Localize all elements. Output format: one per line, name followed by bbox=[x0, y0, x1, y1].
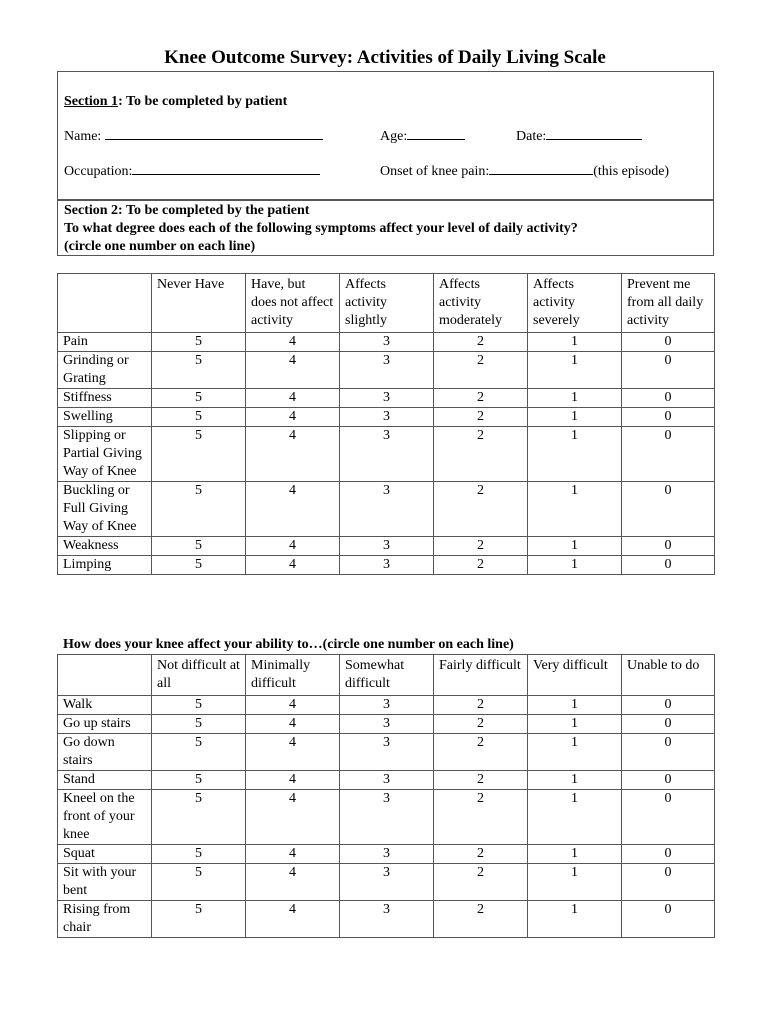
activity-rating-option[interactable]: 2 bbox=[434, 696, 528, 715]
date-label: Date: bbox=[516, 129, 547, 144]
symptom-row-label: Grinding or Grating bbox=[58, 352, 152, 389]
activity-rating-option[interactable]: 2 bbox=[434, 790, 528, 845]
symptom-column-header: Prevent me from all daily activity bbox=[622, 274, 715, 333]
symptom-rating-option[interactable]: 0 bbox=[622, 389, 715, 408]
symptom-rating-option[interactable]: 3 bbox=[340, 389, 434, 408]
activity-rating-option[interactable]: 4 bbox=[246, 901, 340, 938]
symptom-rating-option[interactable]: 5 bbox=[152, 333, 246, 352]
age-label: Age: bbox=[380, 129, 408, 144]
symptom-row-label: Pain bbox=[58, 333, 152, 352]
symptom-rating-option[interactable]: 4 bbox=[246, 333, 340, 352]
symptom-rating-option[interactable]: 0 bbox=[622, 482, 715, 537]
activity-rating-option[interactable]: 3 bbox=[340, 790, 434, 845]
activity-rating-option[interactable]: 5 bbox=[152, 901, 246, 938]
activity-header-row bbox=[58, 655, 715, 696]
activity-rating-option[interactable]: 4 bbox=[246, 715, 340, 734]
activity-rating-option[interactable]: 3 bbox=[340, 901, 434, 938]
activity-rating-option[interactable]: 1 bbox=[528, 790, 622, 845]
section-1-box bbox=[57, 71, 714, 200]
name-label: Name: bbox=[64, 129, 102, 144]
table-row bbox=[58, 864, 715, 901]
activity-rating-option[interactable]: 2 bbox=[434, 901, 528, 938]
symptom-rating-option[interactable]: 3 bbox=[340, 333, 434, 352]
symptom-rating-option[interactable]: 0 bbox=[622, 352, 715, 389]
symptom-rating-option[interactable]: 0 bbox=[622, 537, 715, 556]
symptom-rating-option[interactable]: 2 bbox=[434, 389, 528, 408]
activity-rating-option[interactable]: 2 bbox=[434, 734, 528, 771]
activity-rating-option[interactable]: 5 bbox=[152, 790, 246, 845]
activity-rating-option[interactable]: 5 bbox=[152, 734, 246, 771]
occupation-field[interactable] bbox=[64, 162, 320, 181]
symptom-rating-option[interactable]: 3 bbox=[340, 427, 434, 482]
activity-column-header: Very difficult bbox=[528, 655, 622, 696]
symptom-rating-option[interactable]: 4 bbox=[246, 352, 340, 389]
activity-column-header: Somewhat difficult bbox=[340, 655, 434, 696]
symptom-rating-option[interactable]: 2 bbox=[434, 427, 528, 482]
symptom-rating-option[interactable]: 4 bbox=[246, 482, 340, 537]
symptom-rating-option[interactable]: 1 bbox=[528, 537, 622, 556]
table-row bbox=[58, 901, 715, 938]
symptom-rating-option[interactable]: 4 bbox=[246, 537, 340, 556]
symptom-rating-option[interactable]: 1 bbox=[528, 352, 622, 389]
symptom-rating-option[interactable]: 3 bbox=[340, 537, 434, 556]
symptom-rating-option[interactable]: 5 bbox=[152, 352, 246, 389]
symptom-rating-option[interactable]: 2 bbox=[434, 408, 528, 427]
activity-rating-option[interactable]: 4 bbox=[246, 845, 340, 864]
symptom-column-header: Affects activity severely bbox=[528, 274, 622, 333]
activity-rating-option[interactable]: 5 bbox=[152, 845, 246, 864]
activity-row-label: Rising from chair bbox=[58, 901, 152, 938]
symptom-rating-option[interactable]: 2 bbox=[434, 537, 528, 556]
activity-row-label: Sit with your bent bbox=[58, 864, 152, 901]
symptom-rating-option[interactable]: 5 bbox=[152, 408, 246, 427]
section-2-question: To what degree does each of the following symptoms affect your level of daily activity? bbox=[64, 221, 578, 236]
symptom-rating-option[interactable]: 5 bbox=[152, 556, 246, 575]
activity-rating-option[interactable]: 0 bbox=[622, 845, 715, 864]
table-row bbox=[58, 790, 715, 845]
symptom-rating-option[interactable]: 4 bbox=[246, 556, 340, 575]
section-1-heading: Section 1: To be completed by patient bbox=[64, 94, 288, 109]
activity-rating-option[interactable]: 4 bbox=[246, 771, 340, 790]
symptom-column-header: Never Have bbox=[152, 274, 246, 333]
symptom-row-label: Swelling bbox=[58, 408, 152, 427]
symptom-rating-option[interactable]: 2 bbox=[434, 352, 528, 389]
symptom-rating-option[interactable]: 5 bbox=[152, 482, 246, 537]
onset-label: Onset of knee pain: bbox=[380, 164, 490, 179]
symptoms-table bbox=[57, 273, 715, 575]
activity-rating-option[interactable]: 1 bbox=[528, 771, 622, 790]
activity-rating-option[interactable]: 0 bbox=[622, 901, 715, 938]
section-2-box bbox=[57, 199, 714, 256]
symptom-row-label: Buckling or Full Giving Way of Knee bbox=[58, 482, 152, 537]
activity-row-label: Squat bbox=[58, 845, 152, 864]
activity-rating-option[interactable]: 4 bbox=[246, 790, 340, 845]
symptom-rating-option[interactable]: 0 bbox=[622, 408, 715, 427]
activity-column-header: Unable to do bbox=[622, 655, 715, 696]
symptom-rating-option[interactable]: 5 bbox=[152, 427, 246, 482]
activity-rating-option[interactable]: 0 bbox=[622, 790, 715, 845]
activity-rating-option[interactable]: 2 bbox=[434, 771, 528, 790]
symptom-row-label: Slipping or Partial Giving Way of Knee bbox=[58, 427, 152, 482]
activity-rating-option[interactable]: 1 bbox=[528, 901, 622, 938]
table-row bbox=[58, 389, 715, 408]
activity-rating-option[interactable]: 3 bbox=[340, 696, 434, 715]
symptom-rating-option[interactable]: 0 bbox=[622, 556, 715, 575]
activity-rating-option[interactable]: 3 bbox=[340, 864, 434, 901]
activity-row-label: Walk bbox=[58, 696, 152, 715]
activity-rating-option[interactable]: 3 bbox=[340, 734, 434, 771]
activity-rating-option[interactable]: 2 bbox=[434, 864, 528, 901]
table-row bbox=[58, 352, 715, 389]
symptom-row-label: Weakness bbox=[58, 537, 152, 556]
table-row bbox=[58, 715, 715, 734]
symptom-header-row bbox=[58, 274, 715, 333]
activity-row-label: Go up stairs bbox=[58, 715, 152, 734]
activity-rating-option[interactable]: 2 bbox=[434, 715, 528, 734]
activity-rating-option[interactable]: 1 bbox=[528, 864, 622, 901]
table-row bbox=[58, 537, 715, 556]
symptom-row-label: Limping bbox=[58, 556, 152, 575]
symptom-rating-option[interactable]: 0 bbox=[622, 333, 715, 352]
symptom-rating-option[interactable]: 4 bbox=[246, 427, 340, 482]
symptom-rating-option[interactable]: 0 bbox=[622, 427, 715, 482]
symptom-rating-option[interactable]: 4 bbox=[246, 408, 340, 427]
activity-rating-option[interactable]: 1 bbox=[528, 734, 622, 771]
table-row bbox=[58, 556, 715, 575]
onset-field[interactable] bbox=[380, 162, 669, 181]
symptom-rating-option[interactable]: 4 bbox=[246, 389, 340, 408]
activity-rating-option[interactable]: 3 bbox=[340, 845, 434, 864]
table-row bbox=[58, 333, 715, 352]
symptom-rating-option[interactable]: 2 bbox=[434, 333, 528, 352]
activities-question: How does your knee affect your ability to…(circle one number on each line) bbox=[63, 637, 514, 652]
symptom-column-header: Have, but does not affect activity bbox=[246, 274, 340, 333]
activity-rating-option[interactable]: 5 bbox=[152, 771, 246, 790]
activity-rating-option[interactable]: 4 bbox=[246, 696, 340, 715]
activity-row-label: Kneel on the front of your knee bbox=[58, 790, 152, 845]
activity-rating-option[interactable]: 5 bbox=[152, 715, 246, 734]
table-row bbox=[58, 845, 715, 864]
symptom-rating-option[interactable]: 3 bbox=[340, 408, 434, 427]
date-field[interactable] bbox=[516, 127, 642, 146]
table-row bbox=[58, 408, 715, 427]
table-row bbox=[58, 696, 715, 715]
symptom-rating-option[interactable]: 2 bbox=[434, 482, 528, 537]
activity-rating-option[interactable]: 1 bbox=[528, 845, 622, 864]
activity-column-header: Not difficult at all bbox=[152, 655, 246, 696]
activity-rating-option[interactable]: 0 bbox=[622, 771, 715, 790]
activity-rating-option[interactable]: 1 bbox=[528, 715, 622, 734]
symptom-rating-option[interactable]: 3 bbox=[340, 482, 434, 537]
activity-column-header: Minimally difficult bbox=[246, 655, 340, 696]
activity-column-header: Fairly difficult bbox=[434, 655, 528, 696]
symptom-rating-option[interactable]: 1 bbox=[528, 556, 622, 575]
section-2-instruction: (circle one number on each line) bbox=[64, 239, 256, 254]
symptom-rating-option[interactable]: 5 bbox=[152, 537, 246, 556]
table-row bbox=[58, 427, 715, 482]
age-field[interactable] bbox=[380, 127, 465, 146]
page-title: Knee Outcome Survey: Activities of Daily Living Scale bbox=[164, 47, 606, 68]
activity-rating-option[interactable]: 3 bbox=[340, 715, 434, 734]
symptom-rating-option[interactable]: 1 bbox=[528, 389, 622, 408]
activity-rating-option[interactable]: 0 bbox=[622, 734, 715, 771]
activity-rating-option[interactable]: 0 bbox=[622, 715, 715, 734]
symptom-rating-option[interactable]: 1 bbox=[528, 482, 622, 537]
name-field[interactable] bbox=[64, 127, 323, 146]
activity-column-header bbox=[58, 655, 152, 696]
symptom-rating-option[interactable]: 3 bbox=[340, 556, 434, 575]
symptom-row-label: Stiffness bbox=[58, 389, 152, 408]
activity-rating-option[interactable]: 2 bbox=[434, 845, 528, 864]
table-row bbox=[58, 482, 715, 537]
symptom-column-header: Affects activity slightly bbox=[340, 274, 434, 333]
symptom-rating-option[interactable]: 1 bbox=[528, 408, 622, 427]
symptom-column-header bbox=[58, 274, 152, 333]
occupation-label: Occupation: bbox=[64, 164, 133, 179]
activity-row-label: Stand bbox=[58, 771, 152, 790]
symptom-rating-option[interactable]: 2 bbox=[434, 556, 528, 575]
symptom-rating-option[interactable]: 1 bbox=[528, 427, 622, 482]
activity-rating-option[interactable]: 1 bbox=[528, 696, 622, 715]
activity-rating-option[interactable]: 0 bbox=[622, 864, 715, 901]
activity-row-label: Go down stairs bbox=[58, 734, 152, 771]
symptom-rating-option[interactable]: 3 bbox=[340, 352, 434, 389]
table-row bbox=[58, 771, 715, 790]
onset-suffix: (this episode) bbox=[593, 164, 670, 179]
activities-table bbox=[57, 654, 715, 938]
activity-rating-option[interactable]: 5 bbox=[152, 696, 246, 715]
activity-rating-option[interactable]: 5 bbox=[152, 864, 246, 901]
activity-rating-option[interactable]: 3 bbox=[340, 771, 434, 790]
table-row bbox=[58, 734, 715, 771]
activity-rating-option[interactable]: 4 bbox=[246, 734, 340, 771]
symptom-rating-option[interactable]: 1 bbox=[528, 333, 622, 352]
activity-rating-option[interactable]: 0 bbox=[622, 696, 715, 715]
symptom-column-header: Affects activity moderately bbox=[434, 274, 528, 333]
symptom-rating-option[interactable]: 5 bbox=[152, 389, 246, 408]
activity-rating-option[interactable]: 4 bbox=[246, 864, 340, 901]
section-2-heading: Section 2: To be completed by the patient bbox=[64, 203, 310, 218]
